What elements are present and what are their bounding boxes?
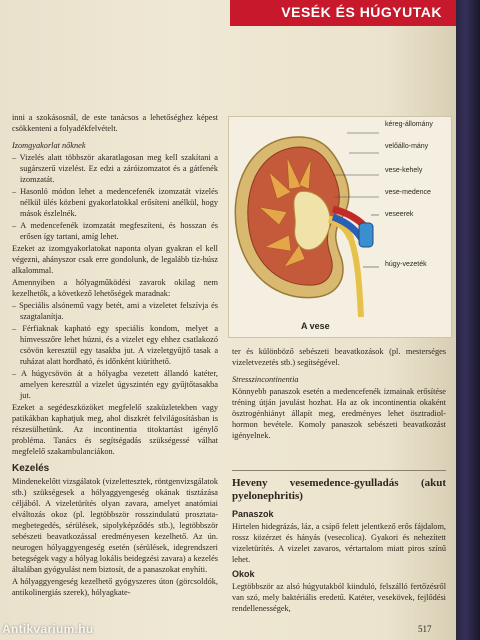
paragraph: ter és különböző sebészeti beavatkozások (pl. mesterséges vizeletvezetés stb.) segítségével.	[232, 347, 446, 367]
paragraph: Hirtelen hidegrázás, láz, a csípő felett jelentkező erős fájdalom, rossz közérzet és hányás (vesecolica). Gyakori és nehezített vizeletürítés. A vizelet zavaros, vértartalom miatt piros színű lehet.	[232, 522, 446, 564]
subheading-exercise: Izomgyakorlat nőknek	[12, 141, 86, 150]
bullet-item: – Vizelés alatt többször akaratlagosan meg kell szakítani a sugárszerű vizelést. Ez edzi a záróizomzatot és a gátfenék izomzatát.	[12, 153, 218, 184]
pyelonephritis-box	[232, 470, 446, 614]
paragraph: Amennyiben a hólyagműködési zavarok okilag nem kezelhetők, a következő lehetőségek maradnak:	[12, 278, 218, 298]
paragraph: inni a szokásosnál, de este tanácsos a lehetőséghez képest csökkenteni a folyadékfelvételt.	[12, 113, 218, 133]
right-column	[232, 346, 446, 442]
label-cortex: kéreg-állomány	[385, 121, 433, 128]
label-ureter: húgy-vezeték	[385, 261, 427, 268]
subtitle-causes: Okok	[232, 569, 255, 579]
kidney-illustration	[228, 116, 452, 338]
label-pelvis: vese-medence	[385, 189, 431, 196]
bullet-item: – Hasonló módon lehet a medencefenék izomzatát vizelés nélkül ülés közbeni gyakorlatokkal erősíteni anélkül, hogy mások észlelnék.	[12, 187, 218, 218]
book-spine	[456, 0, 480, 640]
subtitle-complaints: Panaszok	[232, 509, 274, 519]
paragraph: Legtöbbször az alsó húgyutakból kiinduló, felszálló fertőzésről van szó, mely baktériális eredetű. Katéter, vesekövek, fejlődési rendellenességek,	[232, 582, 446, 613]
bullet-item: – A medencefenék izomzatát megfeszíteni, és hosszan és erősen így tartani, amíg lehet.	[12, 221, 218, 241]
label-calyx: vese-kehely	[385, 167, 423, 174]
watermark: Antikvarium.hu	[2, 622, 94, 636]
left-column	[12, 112, 218, 599]
paragraph: Mindenekelőtt vizsgálatok (vizelettesztek, röntgenvizsgálatok stb.) szükségesek a hólyaggyengeség okának tisztázása céljából. A vizeletürítés olyan zavara, amelyet anatómiai elváltozás okoz (pl. legtöbbször rosszindulatú prosztata-megbetegedés, sérülések, sipolyképződés stb.), legtöbbször sebészeti beavatkozással eredményesen kezelhető. Az ún. neurogen hólyaggyengeség esetén (sérülések, idegrendszeri betegségek vagy a hólyag lokális beidegzési zavara) a kezelés általában gyógyulást nem biztosít, de a panaszokat enyhíti.	[12, 477, 218, 574]
bullet-item: – Speciális alsónemű vagy betét, ami a vizeletet felszívja és szagtalanítja.	[12, 301, 218, 321]
chapter-header-band	[230, 0, 456, 26]
subheading-stress-incontinence: Stresszincontinentia	[232, 375, 299, 384]
label-medulla: velőállo-mány	[385, 143, 429, 150]
paragraph: Könnyebb panaszok esetén a medencefenék izmainak erősítése tréning útján javulást hozhat. Ha az ok incontinentia okaként ösztrogénhiányt állapít meg, eredményes lehet ösztradiol-hormon bevétele. Komoly panaszok sebészeti beavatkozást igényelnek.	[232, 387, 446, 440]
highlighted-paragraph: Ezeket a segédeszközöket megfelelő szaküzletekben vagy patikákban kaphatjuk meg, ahol diszkrét felvilágosításban is részesülhetünk. Az incontinentia titoktartást igénylő probléma. Tanács és segítségadás szükségessé válhat megfelelő szakambulanciákon.	[12, 403, 218, 456]
paragraph: Ezeket az izomgyakorlatokat naponta olyan gyakran el kell végezni, ahányszor csak erre gondolunk, de legalább tíz-húsz alkalommal.	[12, 244, 218, 275]
figure-caption: A vese	[301, 321, 330, 331]
label-vessels: veseerek	[385, 211, 414, 218]
chapter-title: VESÉK ÉS HÚGYUTAK	[281, 4, 442, 20]
paragraph: A hólyaggyengeség kezelhető gyógyszeres úton (görcsoldók, antikolinergiás szerek), hólyagkate-	[12, 577, 218, 597]
bullet-item: – A húgycsövön át a hólyagba vezetett állandó katéter, amelyen keresztül a vizelet úgyszintén egy gyűjtőtasakba jut.	[12, 369, 218, 400]
box-title: Heveny vesemedence-gyulladás (akut pyelonephritis)	[232, 477, 446, 502]
section-title-treatment: Kezelés	[12, 463, 50, 474]
bullet-item: – Férfiaknak kapható egy speciális kondom, melyet a hímvesszőre lehet húzni, és a vizelet egy ehhez csatlakozó csövön keresztül egy tasakba jut. A vizeletgyűjtő tasak a ruházat alatt hordható, és időnként kiüríthető.	[12, 324, 218, 366]
page-number: 517	[418, 624, 432, 634]
